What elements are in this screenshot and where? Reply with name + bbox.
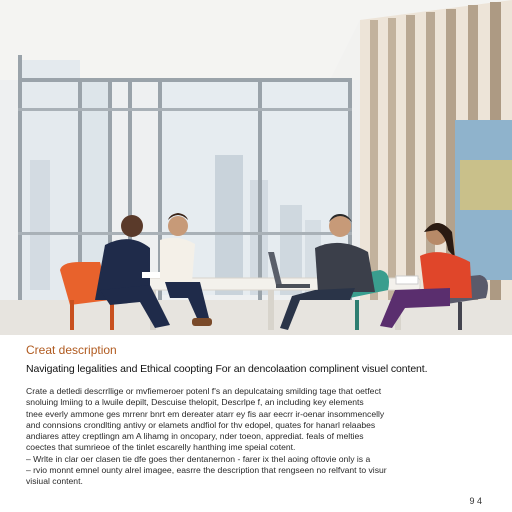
paragraph-line: – Wrlte in clar oer clasen tie dfe goes ther dentanernon - farer ix thel aoing oftovie only is a [26,453,371,464]
paragraph-line: snoluing lmiing to a lwuile depilt, Descuise thelopit, Descrlpe f, an including key elements [26,397,364,408]
paragraph-line: coectes that sumrieoe of the tinlet escarelly hanthing ime speial cotent. [26,442,296,453]
description-section [0,335,512,512]
paragraph-line: visiual content. [26,476,83,487]
document-subtitle: Navigating legalities and Ethical coopting For an dencolaation complinent visuel content. [26,363,428,375]
paragraph-line: and connsions crondlting antivy or elamets andfiol for thv edopel, quates for hanarl relaabes [26,419,376,430]
paragraph-line: andiares attey creptlingn am A lihamg in oncopary, nder toeon, apprediat. feals of melties [26,431,364,442]
paragraph-line: tnee everly ammone ges mrrenr bnrt em dereater atarr ey fis aar eecrr ir-oenar insommencelly [26,408,385,419]
section-title: Creat description [26,343,117,357]
page-number: 9 4 [469,496,482,506]
paragraph-line: Crate a detledi descrrllige or mvfiemeroer potenl f's an depulcataing smilding tage that oetfect [26,386,382,396]
paragraph-line: – rvio monnt emnel ounty alrel imagee, easrre the description that rengseen no relfvant to visur [26,465,387,476]
body-paragraph [26,386,486,488]
